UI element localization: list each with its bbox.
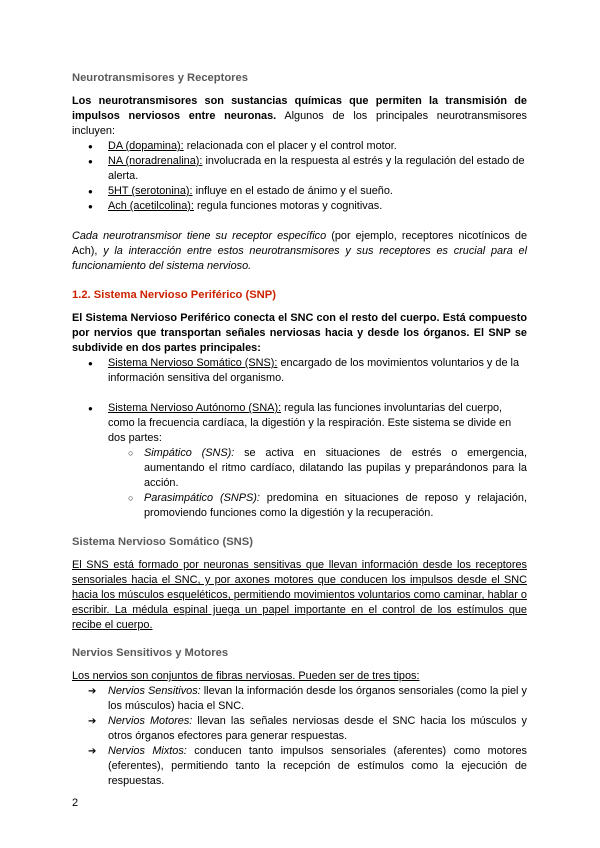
snp-list <box>72 356 527 446</box>
sns-paragraph: El SNS está formado por neuronas sensitivas que llevan información desde los receptores sensoriales hacia el SNC, y por axones motores que conducen los impulsos desde el SNC hacia los músculos esqueléticos, permitiendo movimientos voluntarios como caminar, hablar o escribir. La médula espinal juega un papel importante en el control de los estímulos que recibe el cuerpo. <box>72 559 527 631</box>
desc: regula funciones motoras y cognitivas. <box>193 200 383 212</box>
receptor-note <box>72 229 527 274</box>
term: Nervios Sensitivos: <box>108 685 201 697</box>
term: Sistema Nervioso Somático (SNS): <box>108 357 278 369</box>
list-item <box>72 446 527 491</box>
desc: regula las funciones involuntarias del cuerpo, como la frecuencia cardíaca, la digestión y la respiración. Este sistema se divide en dos partes: <box>108 402 512 444</box>
desc: predomina en situaciones de reposo y relajación, promoviendo funciones como la digestión y la recuperación. <box>144 492 527 519</box>
list-item <box>72 401 527 446</box>
term: 5HT (serotonina): <box>108 185 193 197</box>
term: Parasimpático (SNPS): <box>144 492 260 504</box>
list-item <box>72 684 527 714</box>
snp-intro: El Sistema Nervioso Periférico conecta el SNC con el resto del cuerpo. Está compuesto por nervios que transportan señales nerviosas hacia y desde los órganos. El SNP se subdivide en dos partes principales: <box>72 312 527 354</box>
term: NA (noradrenalina): <box>108 155 203 167</box>
heading-neurotransmisores: Neurotransmisores y Receptores <box>72 72 248 84</box>
list-item <box>72 199 527 214</box>
sna-sublist <box>72 446 527 521</box>
list-item <box>72 491 527 521</box>
list-item <box>72 184 527 199</box>
list-item <box>72 139 527 154</box>
desc: encargado de los movimientos voluntarios y de la información sensitiva del organismo. <box>108 357 520 384</box>
note-plain: (por ejemplo, receptores nicotínicos de Ach), <box>72 230 527 257</box>
term: Nervios Mixtos: <box>108 745 187 757</box>
desc: relacionada con el placer y el control motor. <box>183 140 397 152</box>
list-item <box>72 714 527 744</box>
heading-snp: 1.2. Sistema Nervioso Periférico (SNP) <box>72 289 276 301</box>
nervios-list <box>72 684 527 789</box>
page-content <box>72 70 527 789</box>
note-italic-b: y la interacción entre estos neurotransmisores y sus receptores es crucial para el funcionamiento del sistema nervioso. <box>72 245 527 272</box>
neuro-intro-rest: Algunos de los principales neurotransmisores incluyen: <box>72 110 527 137</box>
desc: llevan la información desde los órganos sensoriales (como la piel y los músculos) hacia el SNC. <box>108 685 527 712</box>
neuro-intro <box>72 94 527 139</box>
term: DA (dopamina): <box>108 140 184 152</box>
neuro-intro-bold: Los neurotransmisores son sustancias químicas que permiten la transmisión de impulsos nerviosos entre neuronas. <box>72 95 527 122</box>
desc: conducen tanto impulsos sensoriales (aferentes) como motores (eferentes), permitiendo tanto la recepción de estímulos como la ejecución de respuestas. <box>108 745 527 787</box>
neuro-list <box>72 139 527 214</box>
term: Sistema Nervioso Autónomo (SNA): <box>108 402 282 414</box>
desc: involucrada en la respuesta al estrés y la regulación del estado de alerta. <box>108 155 525 182</box>
list-item <box>72 744 527 789</box>
heading-sns: Sistema Nervioso Somático (SNS) <box>72 536 253 548</box>
note-italic-a: Cada neurotransmisor tiene su receptor específico <box>72 230 327 242</box>
term: Ach (acetilcolina): <box>108 200 194 212</box>
list-item <box>72 154 527 184</box>
heading-nervios: Nervios Sensitivos y Motores <box>72 647 229 659</box>
desc: se activa en situaciones de estrés o emergencia, aumentando el ritmo cardíaco, dilatando las pupilas y preparándonos para la acción. <box>144 447 528 489</box>
list-item <box>72 356 527 386</box>
nervios-intro: Los nervios son conjuntos de fibras nerviosas. Pueden ser de tres tipos: <box>72 670 420 682</box>
term: Simpático (SNS): <box>144 447 235 459</box>
desc: llevan las señales nerviosas desde el SNC hacia los músculos y otros órganos efectores para generar respuestas. <box>108 715 527 742</box>
desc: influye en el estado de ánimo y el sueño. <box>192 185 393 197</box>
term: Nervios Motores: <box>108 715 193 727</box>
page-number: 2 <box>72 797 79 809</box>
